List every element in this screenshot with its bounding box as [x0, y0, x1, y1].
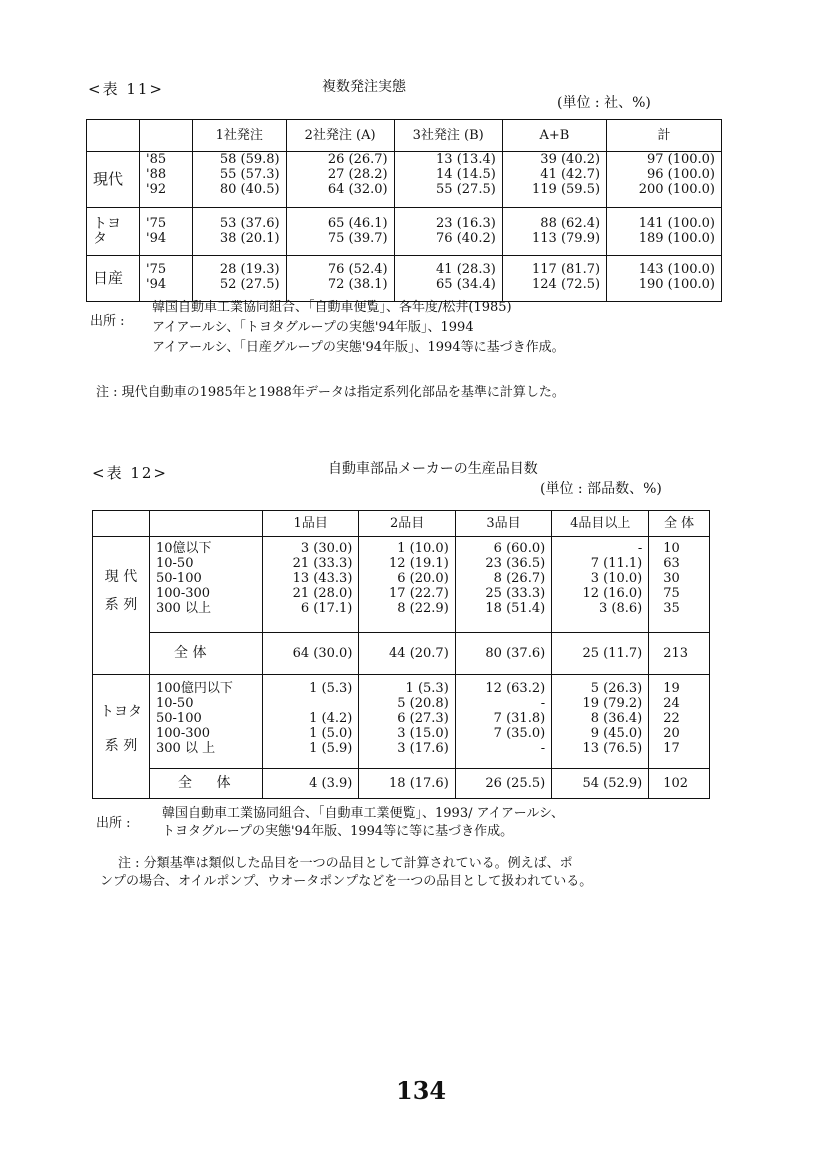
value: 41 (28.3)	[436, 262, 496, 277]
table12-label: <表 12>	[92, 464, 168, 482]
value: 53 (37.6)	[219, 216, 280, 231]
value: 80 (40.5)	[219, 182, 280, 197]
size: 50-100	[156, 711, 202, 726]
value: 7 (35.0)	[493, 726, 546, 741]
value: 141 (100.0)	[638, 216, 715, 231]
table11-label: <表 11>	[88, 80, 164, 98]
year-list	[140, 208, 193, 256]
value: 113 (79.9)	[532, 231, 601, 246]
value: 14 (14.5)	[436, 167, 496, 182]
value: 5 (26.3)	[590, 681, 643, 696]
table-row	[87, 256, 722, 302]
value: 13 (43.3)	[292, 571, 353, 586]
value: 143 (100.0)	[638, 262, 715, 277]
value: 63	[663, 556, 680, 571]
table-row	[93, 675, 710, 769]
table12-source-line: 韓国自動車工業協同組合、「自動車工業便覧」、1993/ アイアールシ、	[162, 806, 565, 821]
table-cell	[502, 208, 606, 256]
table11-header-cell	[140, 120, 193, 152]
value: 23 (36.5)	[485, 556, 546, 571]
value	[269, 696, 352, 711]
value: 6 (20.0)	[397, 571, 449, 586]
table-cell	[394, 152, 502, 208]
table12	[92, 510, 710, 799]
value: 8 (36.4)	[590, 711, 643, 726]
value: 1 (5.9)	[309, 741, 353, 756]
year: '92	[146, 182, 167, 197]
table11-header-cell: 2社発注 (A)	[286, 120, 394, 152]
group-name: トヨタ	[87, 208, 140, 256]
table-cell	[193, 152, 287, 208]
value: 7 (31.8)	[493, 711, 546, 726]
value: 8 (26.7)	[493, 571, 546, 586]
value: 65 (46.1)	[327, 216, 388, 231]
table-cell	[286, 152, 394, 208]
table-row	[93, 537, 710, 633]
size: 300 以 上	[156, 741, 216, 756]
table11-header-cell: A+B	[502, 120, 606, 152]
table-cell	[286, 256, 394, 302]
value: 12 (19.1)	[389, 556, 449, 571]
year: '75	[146, 262, 167, 277]
value: 21 (28.0)	[292, 586, 353, 601]
total-label: 全 体	[150, 633, 263, 675]
total-cell: 26 (25.5)	[455, 769, 551, 799]
table-cell	[286, 208, 394, 256]
table12-header-cell: 4品目以上	[552, 511, 649, 537]
value: 119 (59.5)	[532, 182, 601, 197]
table-cell	[263, 537, 359, 633]
value: 3 (30.0)	[300, 541, 353, 556]
table-cell	[359, 675, 455, 769]
value: 7 (11.1)	[590, 556, 643, 571]
value: 24	[663, 696, 680, 711]
value: 64 (32.0)	[327, 182, 388, 197]
value: 13 (76.5)	[582, 741, 643, 756]
value: 5 (20.8)	[397, 696, 449, 711]
table-cell	[607, 256, 722, 302]
size-list	[150, 675, 263, 769]
table12-header-cell	[93, 511, 150, 537]
table-row	[87, 208, 722, 256]
value: 26 (26.7)	[327, 152, 388, 167]
table12-unit: (単位 : 部品数、%)	[540, 481, 662, 497]
size: 50-100	[156, 571, 202, 586]
value: 23 (16.3)	[436, 216, 496, 231]
group-name: 日産	[87, 256, 140, 302]
table11-title: 複数発注実態	[322, 79, 406, 95]
total-cell: 4 (3.9)	[263, 769, 359, 799]
group-name	[93, 537, 150, 675]
value: 19	[663, 681, 680, 696]
total-cell: 80 (37.6)	[455, 633, 551, 675]
value: -	[540, 696, 546, 711]
table11-header-row	[87, 120, 722, 152]
value: 12 (63.2)	[485, 681, 546, 696]
year: '88	[146, 167, 167, 182]
value: 13 (13.4)	[436, 152, 496, 167]
table-cell	[193, 208, 287, 256]
table12-source-label: 出所 :	[96, 816, 131, 831]
group-name-line: 系 列	[104, 597, 138, 613]
size: 100-300	[156, 726, 211, 741]
value: 38 (20.1)	[219, 231, 280, 246]
value: 72 (38.1)	[327, 277, 388, 292]
table-cell	[263, 675, 359, 769]
value: 3 (10.0)	[590, 571, 643, 586]
table12-note-line: 注 : 分類基準は類似した品目を一つの品目として計算されている。例えば、ポ	[118, 856, 573, 871]
table12-header-row	[93, 511, 710, 537]
group-name: 現代	[87, 152, 140, 208]
value: 41 (42.7)	[540, 167, 601, 182]
group-name-line: 系 列	[104, 738, 138, 754]
total-cell: 54 (52.9)	[552, 769, 649, 799]
table11-source-line: 韓国自動車工業協同組合、「自動車便覧」、各年度/松井(1985)	[152, 300, 512, 315]
value: 75	[663, 586, 680, 601]
table-cell	[552, 537, 649, 633]
table11-note: 注 : 現代自動車の1985年と1988年データは指定系列化部品を基準に計算した。	[96, 385, 565, 400]
table-row-total	[93, 769, 710, 799]
value: 97 (100.0)	[646, 152, 715, 167]
year-list	[140, 152, 193, 208]
value: 17	[663, 741, 680, 756]
year: '85	[146, 152, 167, 167]
size: 300 以上	[156, 601, 211, 616]
table-cell	[394, 256, 502, 302]
value: 3 (8.6)	[599, 601, 643, 616]
table-cell	[607, 152, 722, 208]
total-label: 全 体	[150, 769, 263, 799]
value: 30	[663, 571, 680, 586]
table-cell	[649, 675, 710, 769]
total-cell: 213	[649, 633, 710, 675]
value: 52 (27.5)	[219, 277, 280, 292]
value: 96 (100.0)	[646, 167, 715, 182]
value: -	[637, 541, 643, 556]
value: -	[540, 741, 546, 756]
value: 76 (40.2)	[436, 231, 496, 246]
value: 55 (57.3)	[219, 167, 280, 182]
total-cell: 102	[649, 769, 710, 799]
value: 190 (100.0)	[638, 277, 715, 292]
table12-header-cell: 全 体	[649, 511, 710, 537]
table11-source-line: アイアールシ、「日産グループの実態'94年版」、1994等に基づき作成。	[152, 340, 565, 355]
value: 6 (27.3)	[397, 711, 449, 726]
value: 20	[663, 726, 680, 741]
value: 9 (45.0)	[590, 726, 643, 741]
table11-header-cell: 1社発注	[193, 120, 287, 152]
size: 10-50	[156, 696, 194, 711]
total-cell: 25 (11.7)	[552, 633, 649, 675]
table12-header-cell	[150, 511, 263, 537]
group-name-line: トヨタ	[100, 704, 142, 720]
table11-source-line: アイアールシ、「トヨタグループの実態'94年版」、1994	[152, 320, 474, 335]
value: 6 (60.0)	[493, 541, 546, 556]
table-cell	[193, 256, 287, 302]
value: 1 (10.0)	[397, 541, 449, 556]
value: 22	[663, 711, 680, 726]
value: 39 (40.2)	[540, 152, 601, 167]
table12-header-cell: 2品目	[359, 511, 455, 537]
value: 1 (5.3)	[309, 681, 353, 696]
year: '94	[146, 231, 167, 246]
value: 1 (5.0)	[309, 726, 353, 741]
value: 19 (79.2)	[582, 696, 643, 711]
value: 88 (62.4)	[540, 216, 601, 231]
value: 55 (27.5)	[436, 182, 496, 197]
size-list	[150, 537, 263, 633]
value: 189 (100.0)	[638, 231, 715, 246]
table-cell	[455, 675, 551, 769]
value: 117 (81.7)	[532, 262, 601, 277]
size: 100-300	[156, 586, 211, 601]
value: 3 (17.6)	[397, 741, 449, 756]
table-cell	[649, 537, 710, 633]
table-cell	[359, 537, 455, 633]
total-cell: 44 (20.7)	[359, 633, 455, 675]
table-cell	[455, 537, 551, 633]
table12-source-line: トヨタグループの実態'94年版、1994等に等に基づき作成。	[162, 824, 514, 839]
table-row-total	[93, 633, 710, 675]
value: 200 (100.0)	[638, 182, 715, 197]
table12-header-cell: 3品目	[455, 511, 551, 537]
table-cell	[502, 256, 606, 302]
year-list	[140, 256, 193, 302]
table-cell	[502, 152, 606, 208]
value: 3 (15.0)	[397, 726, 449, 741]
table-row	[87, 152, 722, 208]
value: 65 (34.4)	[436, 277, 496, 292]
value: 25 (33.3)	[485, 586, 546, 601]
table-cell	[607, 208, 722, 256]
value: 28 (19.3)	[219, 262, 280, 277]
value: 6 (17.1)	[300, 601, 353, 616]
value: 12 (16.0)	[582, 586, 643, 601]
table11-header-cell: 計	[607, 120, 722, 152]
table12-header-cell: 1品目	[263, 511, 359, 537]
total-cell: 64 (30.0)	[263, 633, 359, 675]
group-name	[93, 675, 150, 799]
value: 27 (28.2)	[327, 167, 388, 182]
size: 10億以下	[156, 541, 212, 556]
table11-header-cell: 3社発注 (B)	[394, 120, 502, 152]
size: 10-50	[156, 556, 194, 571]
value: 76 (52.4)	[327, 262, 388, 277]
table12-note-line: ンプの場合、オイルポンプ、ウオータポンプなどを一つの品目として扱われている。	[100, 874, 593, 889]
table-cell	[552, 675, 649, 769]
table-cell	[394, 208, 502, 256]
value: 21 (33.3)	[292, 556, 353, 571]
value: 10	[663, 541, 680, 556]
size: 100億円以下	[156, 681, 233, 696]
group-name-line: 現 代	[104, 569, 138, 585]
total-cell: 18 (17.6)	[359, 769, 455, 799]
table11-source-label: 出所 :	[90, 314, 125, 329]
table11	[86, 119, 722, 302]
value: 58 (59.8)	[219, 152, 280, 167]
value: 18 (51.4)	[485, 601, 546, 616]
table12-title: 自動車部品メーカーの生産品目数	[328, 461, 538, 477]
value: 75 (39.7)	[327, 231, 388, 246]
year: '75	[146, 216, 167, 231]
value: 8 (22.9)	[397, 601, 449, 616]
table11-header-cell	[87, 120, 140, 152]
table11-unit: (単位 : 社、%)	[557, 95, 651, 111]
page-number: 134	[396, 1076, 447, 1105]
value: 35	[663, 601, 680, 616]
value: 124 (72.5)	[532, 277, 601, 292]
year: '94	[146, 277, 167, 292]
value: 1 (5.3)	[405, 681, 449, 696]
value: 17 (22.7)	[389, 586, 449, 601]
value: 1 (4.2)	[309, 711, 353, 726]
